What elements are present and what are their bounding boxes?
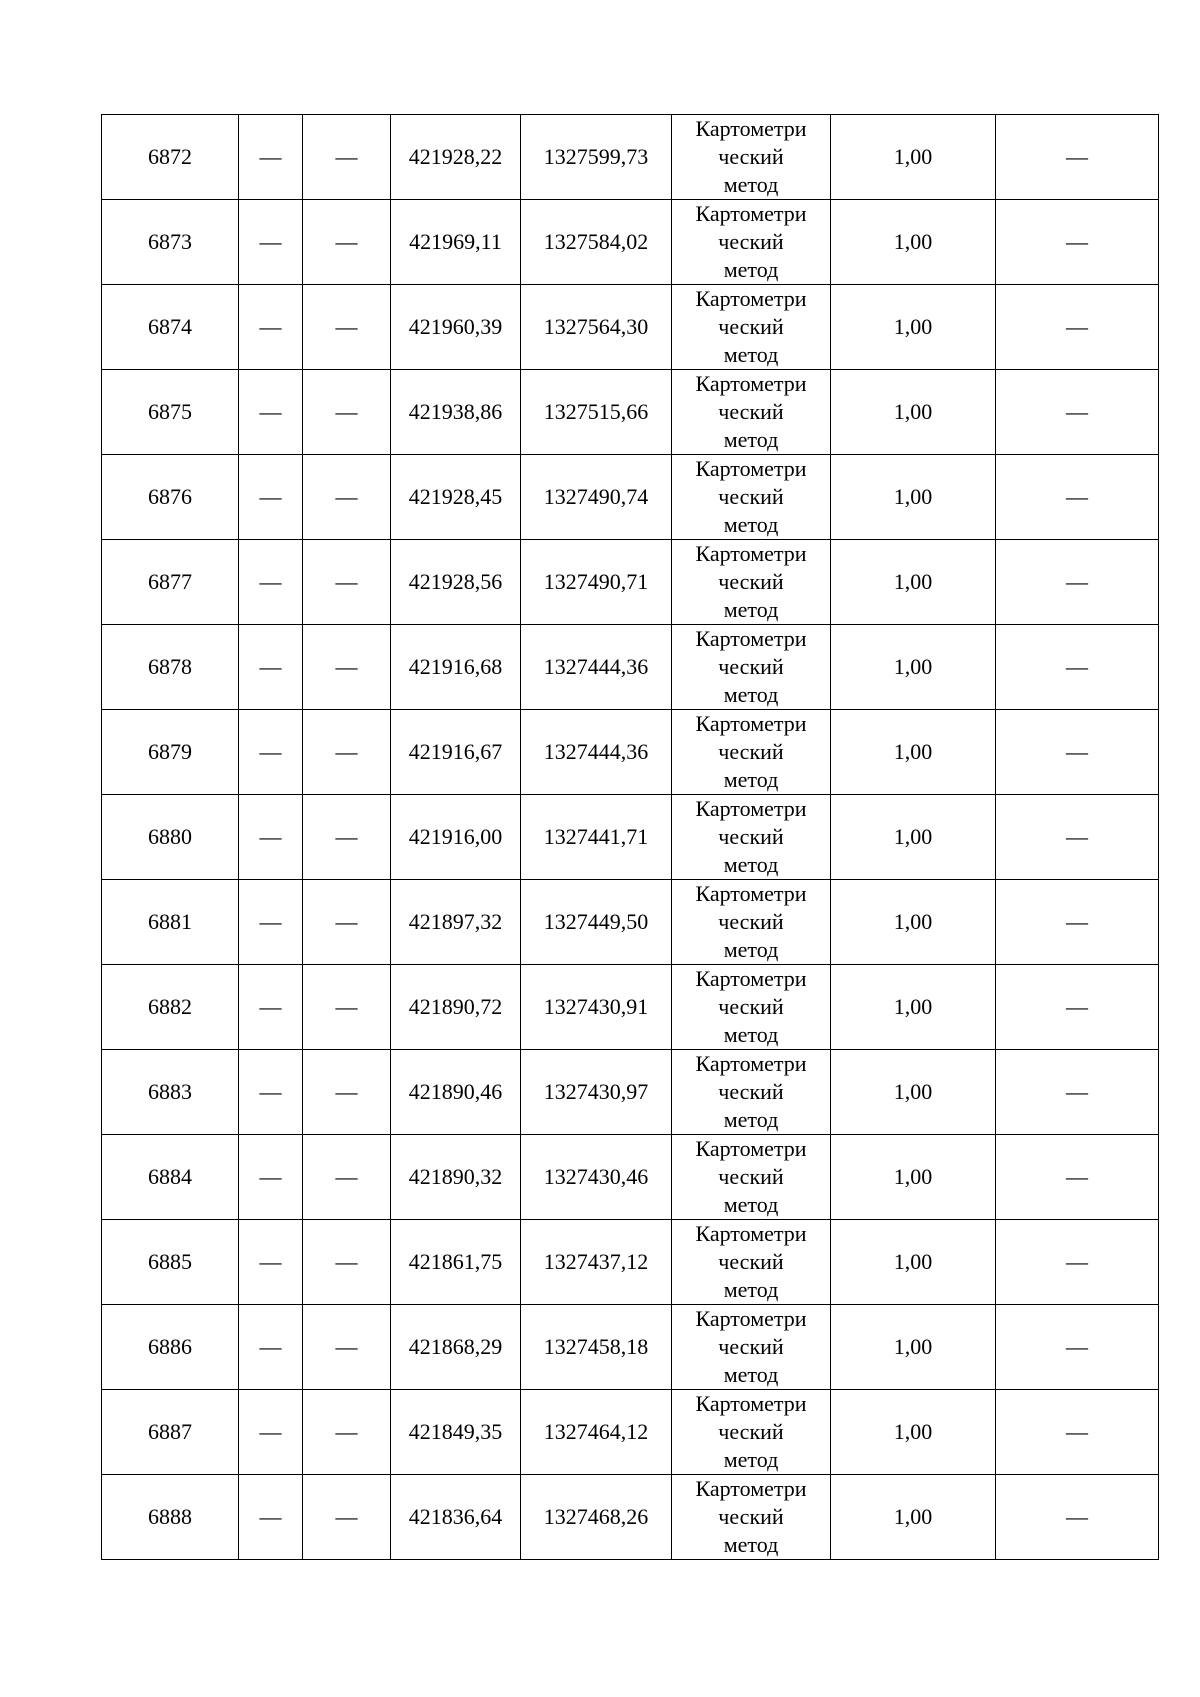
x-coordinate-cell: 421897,32 bbox=[391, 880, 521, 965]
note-cell: — bbox=[996, 115, 1159, 200]
point-number-cell: 6887 bbox=[102, 1390, 239, 1475]
table-row bbox=[102, 880, 1159, 965]
method-text-line: Картометри bbox=[695, 1051, 807, 1076]
empty-value-cell: — bbox=[303, 1475, 391, 1560]
method-text-line: метод bbox=[723, 1532, 779, 1557]
method-text-line: Картометри bbox=[695, 371, 807, 396]
method-text-line: ческий bbox=[718, 314, 784, 339]
empty-value-cell: — bbox=[239, 795, 303, 880]
empty-value-cell: — bbox=[239, 1305, 303, 1390]
table-row bbox=[102, 1305, 1159, 1390]
method-text-line: ческий bbox=[718, 1249, 784, 1274]
method-cell bbox=[672, 1390, 831, 1475]
method-text-line: ческий bbox=[718, 1079, 784, 1104]
empty-value-cell: — bbox=[239, 625, 303, 710]
point-number-cell: 6875 bbox=[102, 370, 239, 455]
method-text-line: ческий bbox=[718, 824, 784, 849]
method-text-line: Картометри bbox=[695, 1476, 807, 1501]
accuracy-cell: 1,00 bbox=[831, 1135, 996, 1220]
table-row bbox=[102, 795, 1159, 880]
method-text-line: метод bbox=[723, 342, 779, 367]
y-coordinate-cell: 1327458,18 bbox=[521, 1305, 672, 1390]
method-text-line: ческий bbox=[718, 909, 784, 934]
method-text-line: Картометри bbox=[695, 1136, 807, 1161]
x-coordinate-cell: 421928,56 bbox=[391, 540, 521, 625]
empty-value-cell: — bbox=[239, 1135, 303, 1220]
note-cell: — bbox=[996, 540, 1159, 625]
empty-value-cell: — bbox=[239, 1475, 303, 1560]
method-text-line: метод bbox=[723, 1277, 779, 1302]
x-coordinate-cell: 421928,22 bbox=[391, 115, 521, 200]
x-coordinate-cell: 421868,29 bbox=[391, 1305, 521, 1390]
note-cell: — bbox=[996, 880, 1159, 965]
method-text-line: Картометри bbox=[695, 541, 807, 566]
x-coordinate-cell: 421849,35 bbox=[391, 1390, 521, 1475]
note-cell: — bbox=[996, 1135, 1159, 1220]
method-cell bbox=[672, 370, 831, 455]
method-text-line: ческий bbox=[718, 144, 784, 169]
empty-value-cell: — bbox=[239, 1050, 303, 1135]
point-number-cell: 6880 bbox=[102, 795, 239, 880]
method-cell bbox=[672, 285, 831, 370]
note-cell: — bbox=[996, 1220, 1159, 1305]
accuracy-cell: 1,00 bbox=[831, 115, 996, 200]
empty-value-cell: — bbox=[303, 710, 391, 795]
method-text-line: Картометри bbox=[695, 201, 807, 226]
y-coordinate-cell: 1327490,71 bbox=[521, 540, 672, 625]
x-coordinate-cell: 421928,45 bbox=[391, 455, 521, 540]
point-number-cell: 6874 bbox=[102, 285, 239, 370]
coordinates-table bbox=[101, 114, 1159, 1560]
note-cell: — bbox=[996, 455, 1159, 540]
y-coordinate-cell: 1327430,97 bbox=[521, 1050, 672, 1135]
y-coordinate-cell: 1327437,12 bbox=[521, 1220, 672, 1305]
empty-value-cell: — bbox=[303, 370, 391, 455]
method-text-line: метод bbox=[723, 512, 779, 537]
method-text-line: метод bbox=[723, 427, 779, 452]
accuracy-cell: 1,00 bbox=[831, 1305, 996, 1390]
method-text-line: метод bbox=[723, 597, 779, 622]
empty-value-cell: — bbox=[239, 710, 303, 795]
table-row bbox=[102, 540, 1159, 625]
table-row bbox=[102, 285, 1159, 370]
y-coordinate-cell: 1327515,66 bbox=[521, 370, 672, 455]
point-number-cell: 6881 bbox=[102, 880, 239, 965]
note-cell: — bbox=[996, 710, 1159, 795]
note-cell: — bbox=[996, 1050, 1159, 1135]
method-cell bbox=[672, 965, 831, 1050]
method-text-line: ческий bbox=[718, 739, 784, 764]
note-cell: — bbox=[996, 965, 1159, 1050]
empty-value-cell: — bbox=[239, 1390, 303, 1475]
empty-value-cell: — bbox=[303, 285, 391, 370]
y-coordinate-cell: 1327564,30 bbox=[521, 285, 672, 370]
method-text-line: Картометри bbox=[695, 1221, 807, 1246]
point-number-cell: 6886 bbox=[102, 1305, 239, 1390]
y-coordinate-cell: 1327430,46 bbox=[521, 1135, 672, 1220]
x-coordinate-cell: 421836,64 bbox=[391, 1475, 521, 1560]
y-coordinate-cell: 1327468,26 bbox=[521, 1475, 672, 1560]
method-text-line: Картометри bbox=[695, 1391, 807, 1416]
empty-value-cell: — bbox=[303, 1135, 391, 1220]
method-text-line: метод bbox=[723, 682, 779, 707]
method-text-line: Картометри bbox=[695, 711, 807, 736]
empty-value-cell: — bbox=[239, 285, 303, 370]
method-text-line: метод bbox=[723, 937, 779, 962]
x-coordinate-cell: 421916,00 bbox=[391, 795, 521, 880]
x-coordinate-cell: 421861,75 bbox=[391, 1220, 521, 1305]
table-row bbox=[102, 965, 1159, 1050]
note-cell: — bbox=[996, 1475, 1159, 1560]
empty-value-cell: — bbox=[239, 965, 303, 1050]
empty-value-cell: — bbox=[303, 625, 391, 710]
method-cell bbox=[672, 1475, 831, 1560]
empty-value-cell: — bbox=[239, 115, 303, 200]
method-text-line: Картометри bbox=[695, 1306, 807, 1331]
empty-value-cell: — bbox=[239, 200, 303, 285]
table-row bbox=[102, 370, 1159, 455]
method-text-line: ческий bbox=[718, 1504, 784, 1529]
empty-value-cell: — bbox=[303, 540, 391, 625]
table-row bbox=[102, 200, 1159, 285]
table-row bbox=[102, 625, 1159, 710]
x-coordinate-cell: 421890,46 bbox=[391, 1050, 521, 1135]
accuracy-cell: 1,00 bbox=[831, 965, 996, 1050]
accuracy-cell: 1,00 bbox=[831, 1475, 996, 1560]
table-row bbox=[102, 1390, 1159, 1475]
empty-value-cell: — bbox=[303, 795, 391, 880]
method-cell bbox=[672, 1305, 831, 1390]
empty-value-cell: — bbox=[303, 200, 391, 285]
method-text-line: метод bbox=[723, 1362, 779, 1387]
empty-value-cell: — bbox=[303, 115, 391, 200]
method-text-line: Картометри bbox=[695, 626, 807, 651]
method-text-line: ческий bbox=[718, 654, 784, 679]
empty-value-cell: — bbox=[303, 455, 391, 540]
empty-value-cell: — bbox=[239, 880, 303, 965]
point-number-cell: 6877 bbox=[102, 540, 239, 625]
method-text-line: ческий bbox=[718, 569, 784, 594]
method-cell bbox=[672, 795, 831, 880]
method-text-line: метод bbox=[723, 767, 779, 792]
table-row bbox=[102, 115, 1159, 200]
accuracy-cell: 1,00 bbox=[831, 1050, 996, 1135]
method-cell bbox=[672, 710, 831, 795]
empty-value-cell: — bbox=[303, 1220, 391, 1305]
table-row bbox=[102, 1220, 1159, 1305]
accuracy-cell: 1,00 bbox=[831, 625, 996, 710]
method-text-line: ческий bbox=[718, 229, 784, 254]
empty-value-cell: — bbox=[303, 1050, 391, 1135]
x-coordinate-cell: 421938,86 bbox=[391, 370, 521, 455]
note-cell: — bbox=[996, 285, 1159, 370]
table-row bbox=[102, 1135, 1159, 1220]
x-coordinate-cell: 421890,32 bbox=[391, 1135, 521, 1220]
method-text-line: Картометри bbox=[695, 966, 807, 991]
x-coordinate-cell: 421960,39 bbox=[391, 285, 521, 370]
accuracy-cell: 1,00 bbox=[831, 370, 996, 455]
method-text-line: метод bbox=[723, 1022, 779, 1047]
accuracy-cell: 1,00 bbox=[831, 285, 996, 370]
method-text-line: ческий bbox=[718, 1334, 784, 1359]
empty-value-cell: — bbox=[303, 1305, 391, 1390]
method-cell bbox=[672, 1050, 831, 1135]
method-text-line: Картометри bbox=[695, 116, 807, 141]
method-cell bbox=[672, 115, 831, 200]
method-text-line: ческий bbox=[718, 994, 784, 1019]
method-text-line: метод bbox=[723, 852, 779, 877]
method-cell bbox=[672, 540, 831, 625]
y-coordinate-cell: 1327444,36 bbox=[521, 710, 672, 795]
y-coordinate-cell: 1327490,74 bbox=[521, 455, 672, 540]
note-cell: — bbox=[996, 200, 1159, 285]
point-number-cell: 6882 bbox=[102, 965, 239, 1050]
x-coordinate-cell: 421890,72 bbox=[391, 965, 521, 1050]
x-coordinate-cell: 421969,11 bbox=[391, 200, 521, 285]
point-number-cell: 6884 bbox=[102, 1135, 239, 1220]
method-text-line: ческий bbox=[718, 484, 784, 509]
empty-value-cell: — bbox=[303, 1390, 391, 1475]
method-cell bbox=[672, 200, 831, 285]
method-cell bbox=[672, 455, 831, 540]
method-cell bbox=[672, 1220, 831, 1305]
y-coordinate-cell: 1327599,73 bbox=[521, 115, 672, 200]
point-number-cell: 6888 bbox=[102, 1475, 239, 1560]
note-cell: — bbox=[996, 625, 1159, 710]
method-text-line: Картометри bbox=[695, 456, 807, 481]
accuracy-cell: 1,00 bbox=[831, 200, 996, 285]
table-row bbox=[102, 710, 1159, 795]
table-row bbox=[102, 1475, 1159, 1560]
method-cell bbox=[672, 1135, 831, 1220]
x-coordinate-cell: 421916,68 bbox=[391, 625, 521, 710]
method-text-line: метод bbox=[723, 1192, 779, 1217]
empty-value-cell: — bbox=[239, 1220, 303, 1305]
method-text-line: Картометри bbox=[695, 796, 807, 821]
table-row bbox=[102, 455, 1159, 540]
y-coordinate-cell: 1327444,36 bbox=[521, 625, 672, 710]
point-number-cell: 6879 bbox=[102, 710, 239, 795]
point-number-cell: 6872 bbox=[102, 115, 239, 200]
y-coordinate-cell: 1327584,02 bbox=[521, 200, 672, 285]
y-coordinate-cell: 1327464,12 bbox=[521, 1390, 672, 1475]
point-number-cell: 6873 bbox=[102, 200, 239, 285]
point-number-cell: 6883 bbox=[102, 1050, 239, 1135]
note-cell: — bbox=[996, 795, 1159, 880]
method-text-line: ческий bbox=[718, 1164, 784, 1189]
empty-value-cell: — bbox=[303, 880, 391, 965]
accuracy-cell: 1,00 bbox=[831, 455, 996, 540]
method-text-line: метод bbox=[723, 1447, 779, 1472]
empty-value-cell: — bbox=[239, 540, 303, 625]
point-number-cell: 6885 bbox=[102, 1220, 239, 1305]
accuracy-cell: 1,00 bbox=[831, 1220, 996, 1305]
y-coordinate-cell: 1327449,50 bbox=[521, 880, 672, 965]
method-text-line: метод bbox=[723, 1107, 779, 1132]
empty-value-cell: — bbox=[239, 455, 303, 540]
empty-value-cell: — bbox=[239, 370, 303, 455]
table-row bbox=[102, 1050, 1159, 1135]
y-coordinate-cell: 1327441,71 bbox=[521, 795, 672, 880]
note-cell: — bbox=[996, 1305, 1159, 1390]
method-text-line: ческий bbox=[718, 1419, 784, 1444]
x-coordinate-cell: 421916,67 bbox=[391, 710, 521, 795]
y-coordinate-cell: 1327430,91 bbox=[521, 965, 672, 1050]
method-cell bbox=[672, 625, 831, 710]
accuracy-cell: 1,00 bbox=[831, 710, 996, 795]
point-number-cell: 6878 bbox=[102, 625, 239, 710]
accuracy-cell: 1,00 bbox=[831, 540, 996, 625]
note-cell: — bbox=[996, 1390, 1159, 1475]
point-number-cell: 6876 bbox=[102, 455, 239, 540]
table-body bbox=[102, 115, 1159, 1560]
note-cell: — bbox=[996, 370, 1159, 455]
accuracy-cell: 1,00 bbox=[831, 795, 996, 880]
method-text-line: Картометри bbox=[695, 881, 807, 906]
method-text-line: ческий bbox=[718, 399, 784, 424]
method-cell bbox=[672, 880, 831, 965]
method-text-line: метод bbox=[723, 257, 779, 282]
accuracy-cell: 1,00 bbox=[831, 1390, 996, 1475]
empty-value-cell: — bbox=[303, 965, 391, 1050]
accuracy-cell: 1,00 bbox=[831, 880, 996, 965]
method-text-line: Картометри bbox=[695, 286, 807, 311]
method-text-line: метод bbox=[723, 172, 779, 197]
